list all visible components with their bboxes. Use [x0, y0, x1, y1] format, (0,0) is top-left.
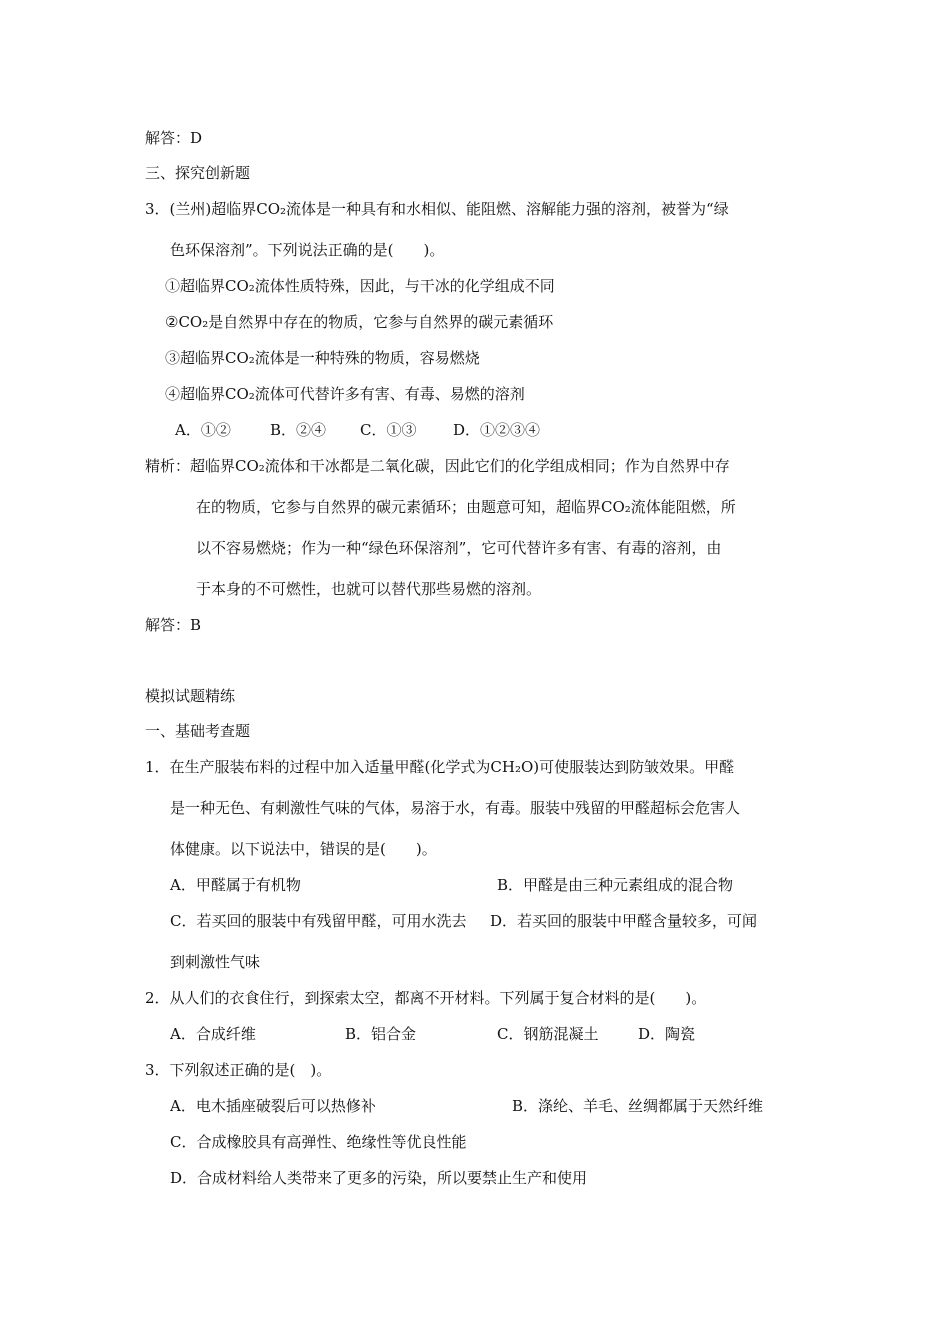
option-a: A．电木插座破裂后可以热修补: [170, 1097, 376, 1115]
question-stem: 体健康。以下说法中，错误的是( )。: [170, 840, 437, 858]
option-c: C．钢筋混凝土: [497, 1025, 599, 1043]
option-b: B．涤纶、羊毛、丝绸都属于天然纤维: [512, 1097, 764, 1115]
question-stem: 是一种无色、有刺激性气味的气体，易溶于水，有毒。服装中残留的甲醛超标会危害人: [170, 799, 741, 817]
option-b: B．甲醛是由三种元素组成的混合物: [497, 876, 734, 894]
option-a: A．合成纤维: [170, 1025, 256, 1043]
option-d: D．①②③④: [453, 421, 541, 439]
option-c: C．若买回的服装中有残留甲醛，可用水洗去: [170, 912, 467, 930]
statement: ②CO₂是自然界中存在的物质，它参与自然界的碳元素循环: [165, 313, 554, 331]
analysis-text: 以不容易燃烧；作为一种“绿色环保溶剂”，它可代替许多有害、有毒的溶剂，由: [196, 539, 722, 557]
prev-answer: 解答：D: [145, 129, 203, 147]
option-c: C．合成橡胶具有高弹性、绝缘性等优良性能: [170, 1133, 467, 1151]
option-a: A．①②: [175, 421, 231, 439]
statement: ①超临界CO₂流体性质特殊，因此，与干冰的化学组成不同: [165, 277, 555, 295]
analysis-text: 于本身的不可燃性，也就可以替代那些易燃的溶剂。: [196, 580, 542, 598]
section-title: 三、探究创新题: [145, 164, 251, 182]
option-b: B．②④: [270, 421, 327, 439]
question-stem: 3．下列叙述正确的是( )。: [145, 1061, 332, 1079]
option-a: A．甲醛属于有机物: [170, 876, 301, 894]
answer: 解答：B: [145, 616, 202, 634]
option-d: D．若买回的服装中甲醛含量较多，可闻: [490, 912, 758, 930]
section-title: 一、基础考查题: [145, 722, 251, 740]
mock-section-title: 模拟试题精练: [145, 687, 236, 705]
option-d: D．合成材料给人类带来了更多的污染，所以要禁止生产和使用: [170, 1169, 588, 1187]
analysis-text: 在的物质，它参与自然界的碳元素循环；由题意可知，超临界CO₂流体能阻燃，所: [196, 498, 736, 516]
statement: ④超临界CO₂流体可代替许多有害、有毒、易燃的溶剂: [165, 385, 525, 403]
analysis-text: 精析：超临界CO₂流体和干冰都是二氧化碳，因此它们的化学组成相同；作为自然界中存: [145, 457, 730, 475]
question-stem: 3．(兰州)超临界CO₂流体是一种具有和水相似、能阻燃、溶解能力强的溶剂，被誉为“绿: [145, 200, 729, 218]
option-d: D．陶瓷: [638, 1025, 696, 1043]
question-stem: 1．在生产服装布料的过程中加入适量甲醛(化学式为CH₂O)可使服装达到防皱效果。甲醛: [145, 758, 735, 776]
question-stem: 2．从人们的衣食住行，到探索太空，都离不开材料。下列属于复合材料的是( )。: [145, 989, 707, 1007]
statement: ③超临界CO₂流体是一种特殊的物质，容易燃烧: [165, 349, 480, 367]
option-c: C．①③: [360, 421, 417, 439]
option-d-continued: 到刺激性气味: [170, 953, 261, 971]
option-b: B．铝合金: [345, 1025, 417, 1043]
question-stem: 色环保溶剂”。下列说法正确的是( )。: [170, 241, 445, 259]
